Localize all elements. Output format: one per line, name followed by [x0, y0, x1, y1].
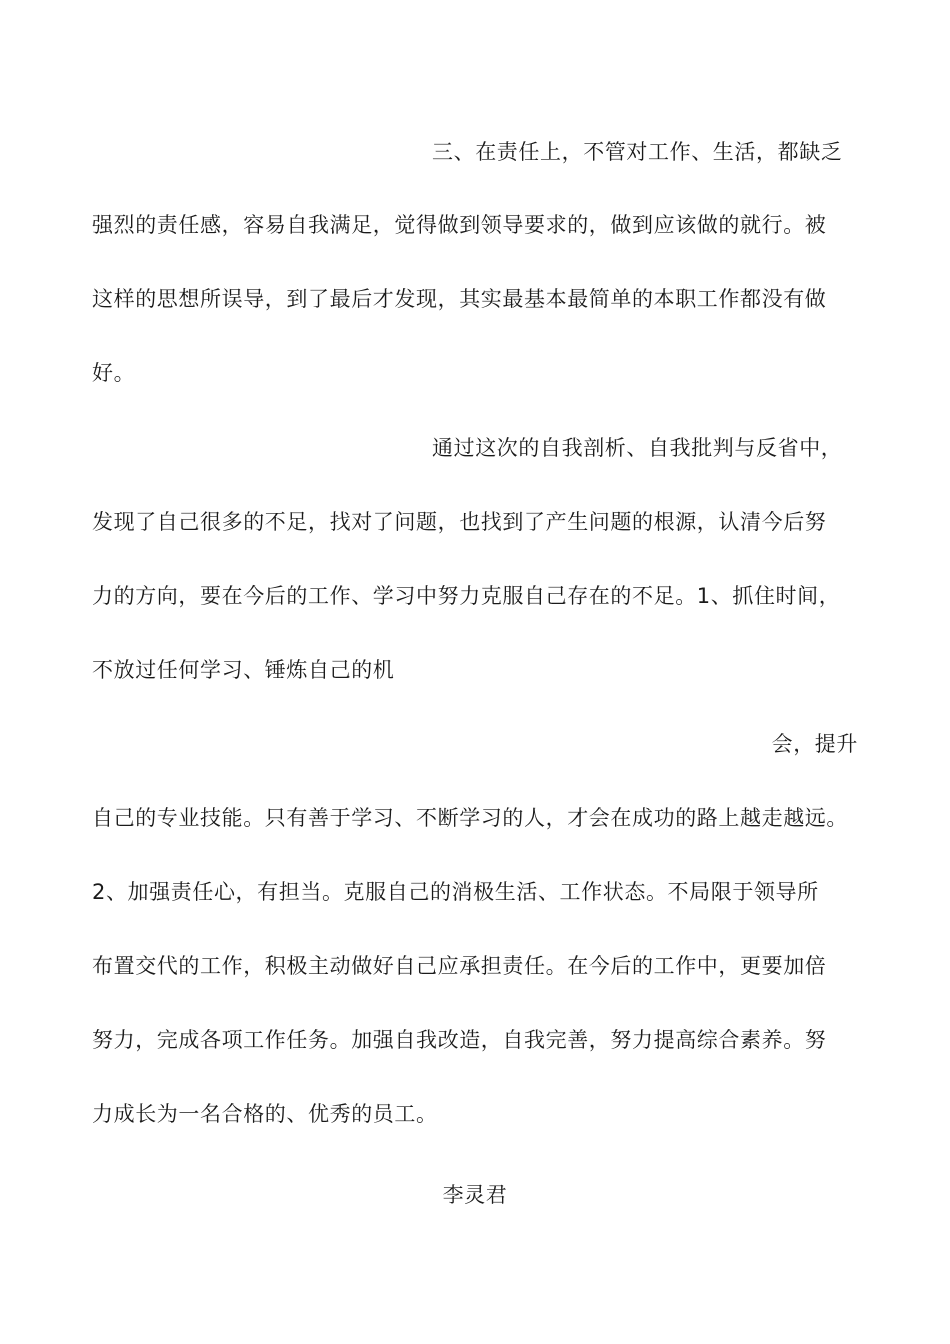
paragraph-3-line-6: 力成长为一名合格的、优秀的员工。 — [92, 1102, 438, 1126]
paragraph-3-line-1: 会，提升 — [771, 732, 858, 756]
paragraph-1-line-4: 好。 — [92, 361, 136, 385]
paragraph-2-line-1: 通过这次的自我剖析、自我批判与反省中， — [432, 436, 843, 460]
paragraph-1-line-2: 强烈的责任感，容易自我满足，觉得做到领导要求的，做到应该做的就行。被 — [92, 213, 827, 237]
paragraph-2-line-4: 不放过任何学习、锤炼自己的机 — [92, 658, 395, 682]
paragraph-3-line-3: 2、加强责任心，有担当。克服自己的消极生活、工作状态。不局限于领导所 — [92, 880, 819, 904]
paragraph-3-line-5: 努力，完成各项工作任务。加强自我改造，自我完善，努力提高综合素养。努 — [92, 1028, 827, 1052]
signature: 李灵君 — [442, 1183, 508, 1207]
paragraph-2-line-3: 力的方向，要在今后的工作、学习中努力克服自己存在的不足。1、抓住时间， — [92, 584, 841, 608]
paragraph-3-line-4: 布置交代的工作，积极主动做好自己应承担责任。在今后的工作中，更要加倍 — [92, 954, 827, 978]
paragraph-3-line-2: 自己的专业技能。只有善于学习、不断学习的人，才会在成功的路上越走越远。 — [92, 806, 848, 830]
paragraph-1-line-3: 这样的思想所误导，到了最后才发现，其实最基本最简单的本职工作都没有做 — [92, 287, 827, 311]
paragraph-1-line-1: 三、在责任上，不管对工作、生活，都缺乏 — [432, 140, 843, 164]
paragraph-2-line-2: 发现了自己很多的不足，找对了问题，也找到了产生问题的根源，认清今后努 — [92, 510, 827, 534]
